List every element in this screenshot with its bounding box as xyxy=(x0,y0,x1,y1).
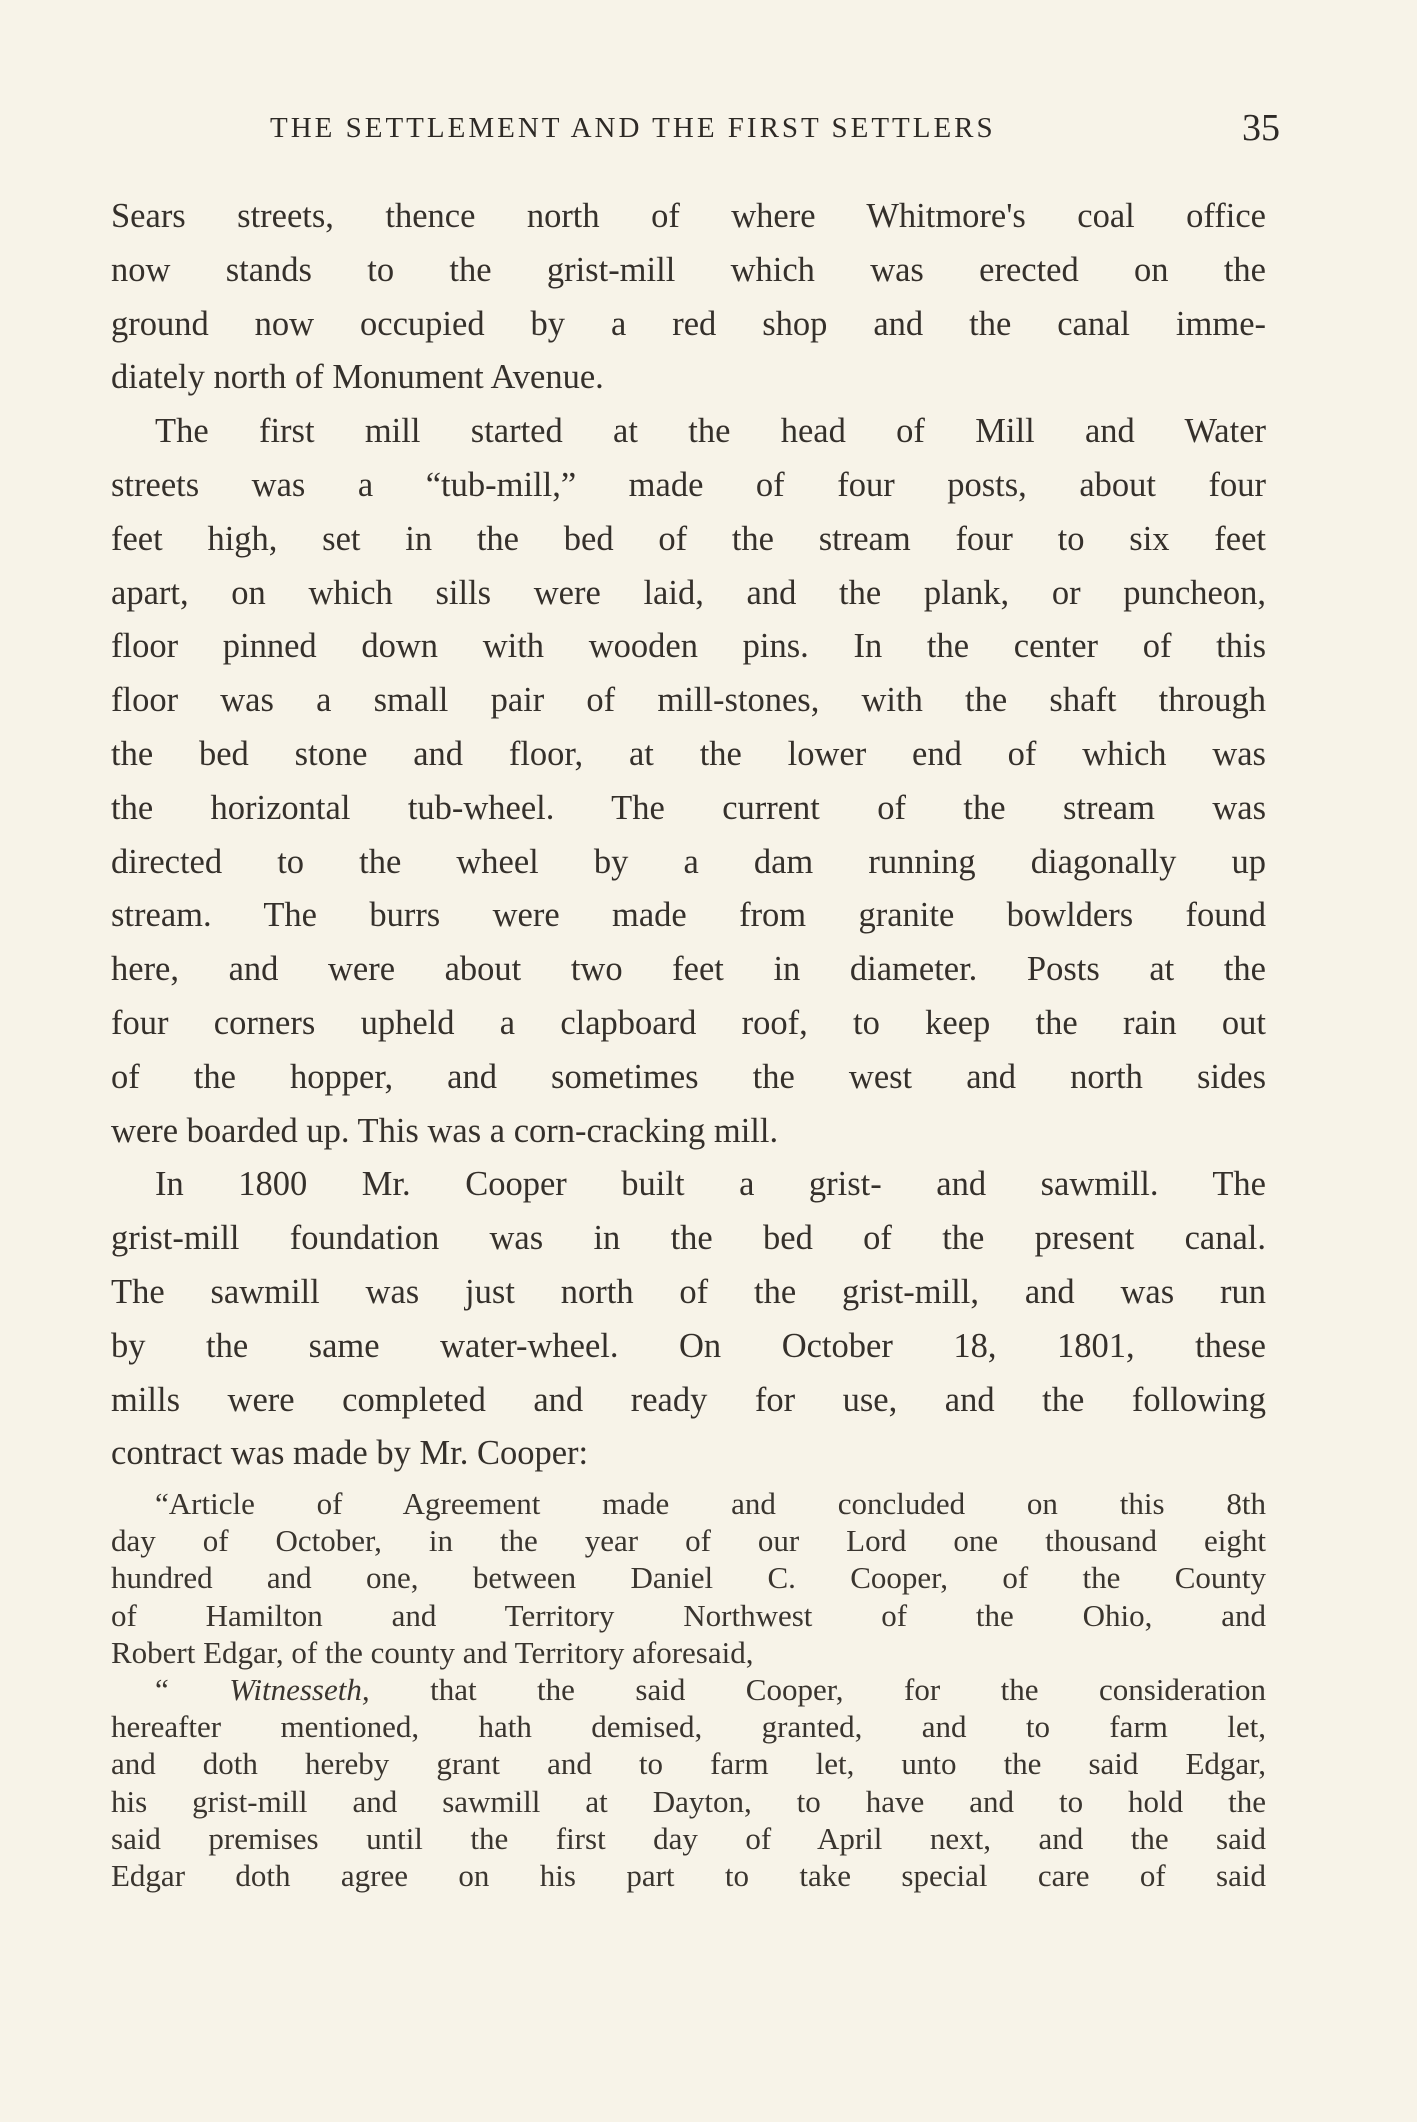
text-line: The first mill started at the head of Mill and Water xyxy=(155,412,1266,451)
page-number: 35 xyxy=(1242,107,1280,149)
text-line: Sears streets, thence north of where Whitmore's coal office xyxy=(111,197,1266,235)
text-line: were boarded up. This was a corn-cracking mill. xyxy=(111,1111,779,1150)
quoted-agreement xyxy=(111,1485,1266,1894)
quote-line: his grist-mill and sawmill at Dayton, to have and to hold the xyxy=(111,1783,1266,1819)
text-line: grist-mill foundation was in the bed of the present canal. xyxy=(111,1219,1266,1258)
quote-line: hundred and one, between Daniel C. Cooper, of the County xyxy=(111,1560,1266,1596)
text-line: four corners upheld a clapboard roof, to keep the rain out xyxy=(111,1003,1266,1042)
text-line: diately north of Monument Avenue. xyxy=(111,358,604,397)
text-line: by the same water-wheel. On October 18, 1801, these xyxy=(111,1326,1266,1365)
text-line: ground now occupied by a red shop and the canal imme- xyxy=(111,304,1266,343)
body-text xyxy=(111,190,1266,1481)
quote-line: hereafter mentioned, hath demised, granted, and to farm let, xyxy=(111,1709,1266,1745)
text-line: here, and were about two feet in diameter. Posts at the xyxy=(111,950,1266,989)
quote-line: and doth hereby grant and to farm let, unto the said Edgar, xyxy=(111,1746,1266,1782)
text-line: The sawmill was just north of the grist-mill, and was run xyxy=(111,1272,1266,1311)
text-line: streets was a “tub-mill,” made of four posts, about four xyxy=(111,465,1266,504)
quote-line: of Hamilton and Territory Northwest of the Ohio, and xyxy=(111,1597,1266,1633)
text-line: the horizontal tub-wheel. The current of the stream was xyxy=(111,788,1266,827)
text-line: mills were completed and ready for use, and the following xyxy=(111,1380,1266,1419)
quote-line: Edgar doth agree on his part to take special care of said xyxy=(111,1857,1266,1893)
text-line: contract was made by Mr. Cooper: xyxy=(111,1434,589,1473)
quote-line-witnesseth xyxy=(111,1671,1266,1708)
quote-line: Robert Edgar, of the county and Territory aforesaid, xyxy=(111,1634,754,1670)
text-line: floor pinned down with wooden pins. In the center of this xyxy=(111,627,1266,666)
text-line: now stands to the grist-mill which was erected on the xyxy=(111,250,1266,289)
quote-line-rest: that the said Cooper, for the consideration xyxy=(430,1671,1266,1707)
text-line: floor was a small pair of mill-stones, with the shaft through xyxy=(111,681,1266,720)
witnesseth-word: Witnesseth, xyxy=(229,1671,370,1707)
running-head xyxy=(270,107,1280,152)
text-line: In 1800 Mr. Cooper built a grist- and sawmill. The xyxy=(155,1165,1266,1204)
text-line: of the hopper, and sometimes the west and north sides xyxy=(111,1057,1266,1096)
text-line: directed to the wheel by a dam running diagonally up xyxy=(111,842,1266,881)
text-line: the bed stone and floor, at the lower end of which was xyxy=(111,734,1266,773)
text-line: stream. The burrs were made from granite bowlders found xyxy=(111,896,1266,935)
quote-line: said premises until the first day of April next, and the said xyxy=(111,1820,1266,1856)
text-line: apart, on which sills were laid, and the plank, or puncheon, xyxy=(111,573,1266,612)
quote-line: “Article of Agreement made and concluded on this 8th xyxy=(155,1486,1266,1521)
quote-line: day of October, in the year of our Lord one thousand eight xyxy=(111,1523,1266,1559)
quote-mark: “ xyxy=(155,1671,230,1707)
running-title: THE SETTLEMENT AND THE FIRST SETTLERS xyxy=(270,112,996,144)
text-line: feet high, set in the bed of the stream four to six feet xyxy=(111,519,1266,558)
